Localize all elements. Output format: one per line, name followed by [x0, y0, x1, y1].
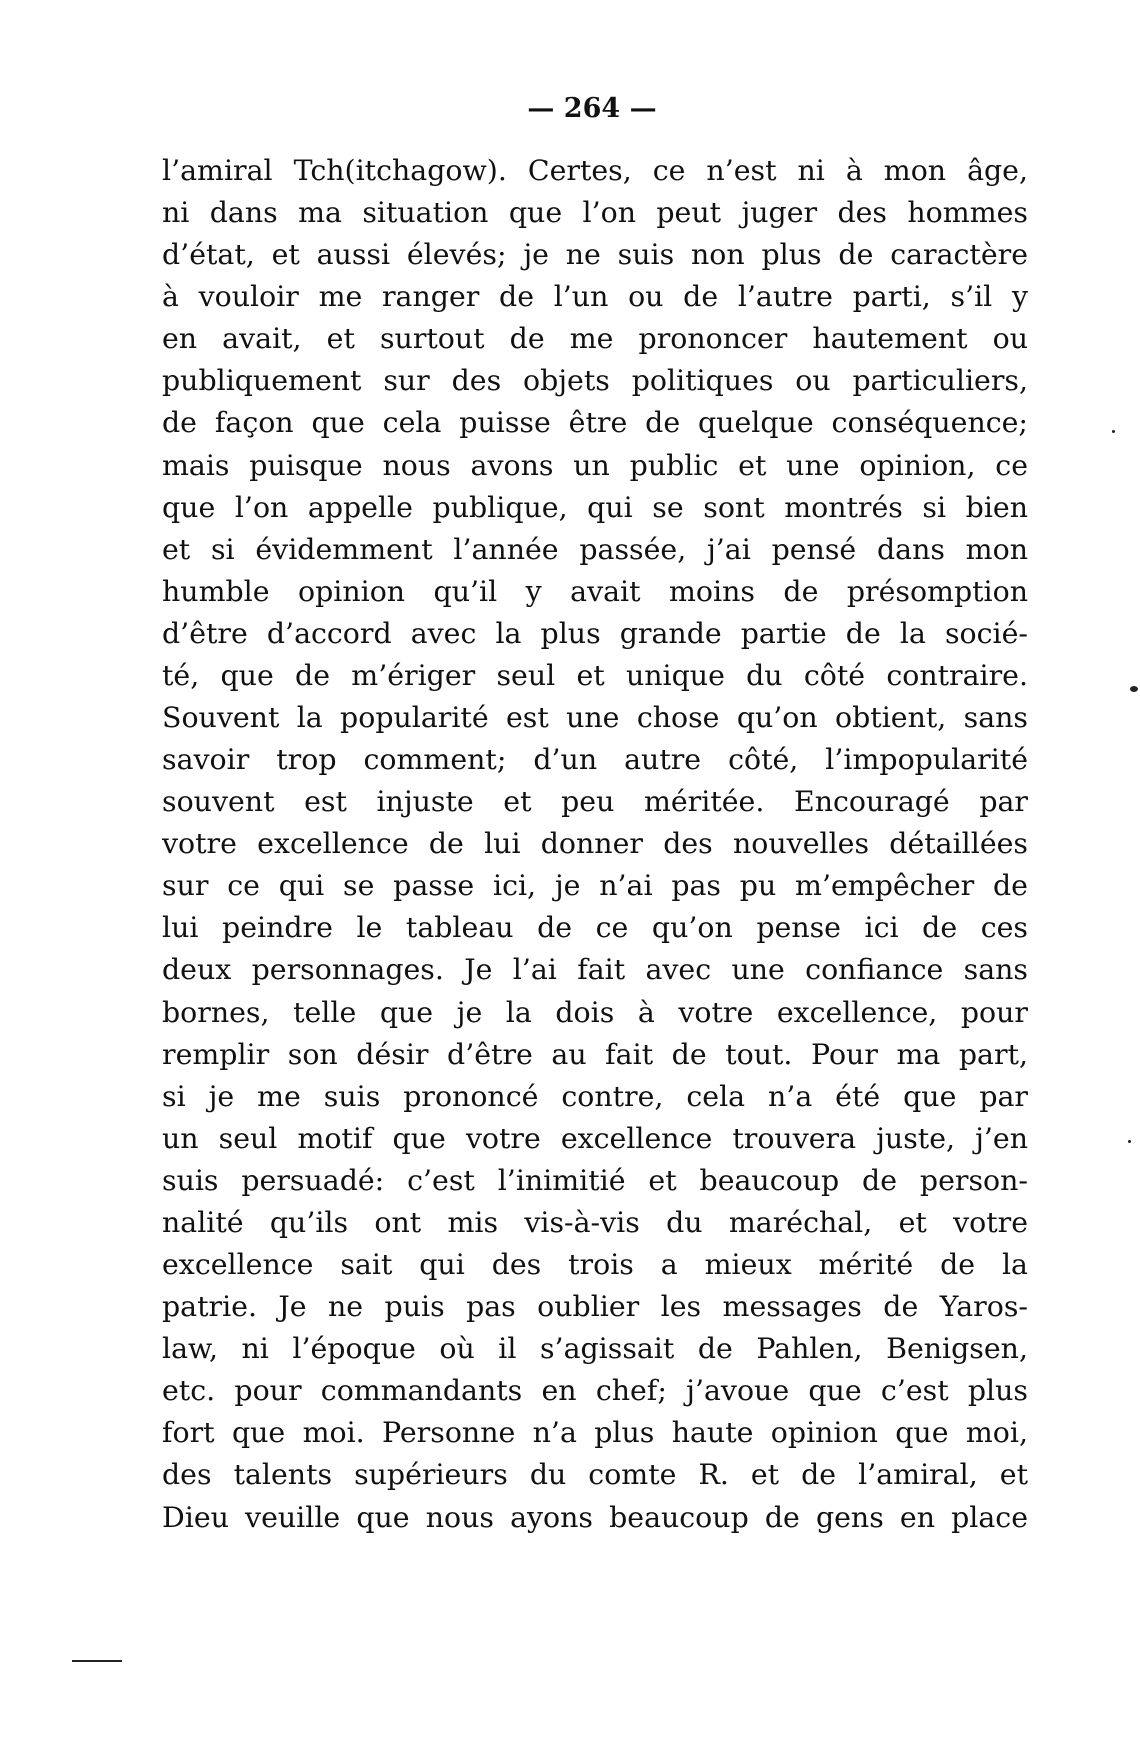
text-line: des talents supérieurs du comte R. et de l’amiral, et [162, 1458, 1028, 1492]
text-line: de façon que cela puisse être de quelque conséquence; [162, 406, 1028, 440]
ink-speck [1112, 430, 1115, 433]
text-line: d’être d’accord avec la plus grande partie de la socié- [162, 616, 1028, 650]
text-line: lui peindre le tableau de ce qu’on pense ici de ces [162, 911, 1028, 945]
footer-rule [72, 1660, 122, 1662]
text-line: que l’on appelle publique, qui se sont montrés si bien [162, 490, 1028, 524]
text-line: à vouloir me ranger de l’un ou de l’autre parti, s’il y [162, 280, 1028, 314]
ink-speck [1128, 1140, 1131, 1143]
text-line: fort que moi. Personne n’a plus haute opinion que moi, [162, 1416, 1028, 1450]
text-line: bornes, telle que je la dois à votre excellence, pour [162, 995, 1028, 1029]
text-line: law, ni l’époque où il s’agissait de Pahlen, Benigsen, [162, 1332, 1028, 1366]
text-line: té, que de m’ériger seul et unique du côté contraire. [162, 658, 1028, 692]
text-line: d’état, et aussi élevés; je ne suis non plus de caractère [162, 238, 1028, 272]
ink-speck [1130, 686, 1138, 692]
text-line: ni dans ma situation que l’on peut juger des hommes [162, 196, 1028, 230]
text-line: un seul motif que votre excellence trouvera juste, j’en [162, 1121, 1028, 1155]
text-line: excellence sait qui des trois a mieux mérité de la [162, 1248, 1028, 1282]
text-line: souvent est injuste et peu méritée. Encouragé par [162, 785, 1028, 819]
text-line: sur ce qui se passe ici, je n’ai pas pu m’empêcher de [162, 869, 1028, 903]
body-text [162, 150, 1028, 1539]
text-line: Souvent la popularité est une chose qu’on obtient, sans [162, 701, 1028, 735]
text-line: humble opinion qu’il y avait moins de présomption [162, 574, 1028, 608]
text-line: patrie. Je ne puis pas oublier les messages de Yaros- [162, 1290, 1028, 1324]
text-line: votre excellence de lui donner des nouvelles détaillées [162, 827, 1028, 861]
text-line: nalité qu’ils ont mis vis-à-vis du maréchal, et votre [162, 1205, 1028, 1239]
text-line: en avait, et surtout de me prononcer hautement ou [162, 322, 1028, 356]
text-line: savoir trop comment; d’un autre côté, l’impopularité [162, 743, 1028, 777]
text-line: etc. pour commandants en chef; j’avoue que c’est plus [162, 1374, 1028, 1408]
text-line: si je me suis prononcé contre, cela n’a été que par [162, 1079, 1028, 1113]
text-line: l’amiral Tch(itchagow). Certes, ce n’est ni à mon âge, [162, 154, 1028, 187]
text-line: suis persuadé: c’est l’inimitié et beaucoup de person- [162, 1163, 1028, 1197]
page-number: — 264 — [527, 93, 657, 124]
text-line: mais puisque nous avons un public et une opinion, ce [162, 448, 1028, 482]
text-line: et si évidemment l’année passée, j’ai pensé dans mon [162, 532, 1028, 566]
text-line: remplir son désir d’être au fait de tout. Pour ma part, [162, 1037, 1028, 1071]
text-line: Dieu veuille que nous ayons beaucoup de gens en place [162, 1500, 1028, 1534]
text-line: deux personnages. Je l’ai fait avec une confiance sans [162, 953, 1028, 987]
text-line: publiquement sur des objets politiques ou particuliers, [162, 364, 1028, 398]
